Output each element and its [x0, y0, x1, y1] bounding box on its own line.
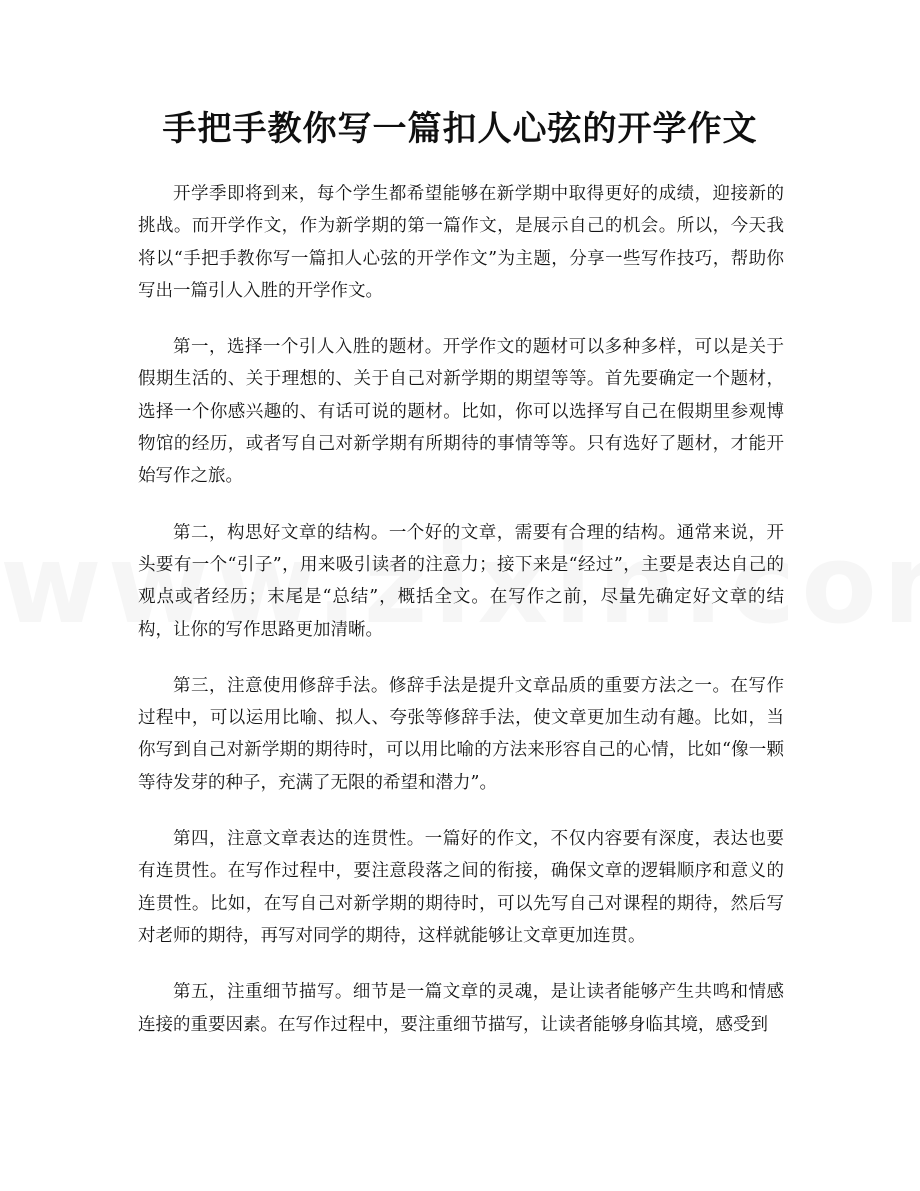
paragraph-point-5: 第五，注重细节描写。细节是一篇文章的灵魂，是让读者能够产生共鸣和情感连接的重要因素。在写作过程中，要注重细节描写，让读者能够身临其境，感受到 — [138, 982, 784, 1035]
paragraph-point-2: 第二，构思好文章的结构。一个好的文章，需要有合理的结构。通常来说，开头要有一个“引子”，用来吸引读者的注意力；接下来是“经过”，主要是表达自己的观点或者经历；末尾是“总结”，概括全文。在写作之前，尽量先确定好文章的结构，让你的写作思路更加清晰。 — [138, 522, 784, 640]
paragraph-point-4: 第四，注意文章表达的连贯性。一篇好的作文，不仅内容要有深度，表达也要有连贯性。在写作过程中，要注意段落之间的衔接，确保文章的逻辑顺序和意义的连贯性。比如，在写自己对新学期的期待时，可以先写自己对课程的期待，然后写对老师的期待，再写对同学的期待，这样就能够让文章更加连贯。 — [138, 829, 784, 946]
document-title: 手把手教你写一篇扣人心弦的开学作文 — [162, 109, 758, 149]
paragraph-point-3: 第三，注意使用修辞手法。修辞手法是提升文章品质的重要方法之一。在写作过程中，可以运用比喻、拟人、夸张等修辞手法，使文章更加生动有趣。比如，当你写到自己对新学期的期待时，可以用比喻的方法来形容自己的心情，比如“像一颗等待发芽的种子，充满了无限的希望和潜力”。 — [138, 675, 784, 793]
paragraph-point-1: 第一，选择一个引人入胜的题材。开学作文的题材可以多种多样，可以是关于假期生活的、关于理想的、关于自己对新学期的期望等等。首先要确定一个题材，选择一个你感兴趣的、有话可说的题材。比如，你可以选择写自己在假期里参观博物馆的经历，或者写自己对新学期有所期待的事情等等。只有选好了题材，才能开始写作之旅。 — [138, 337, 784, 487]
paragraph-intro: 开学季即将到来，每个学生都希望能够在新学期中取得更好的成绩，迎接新的挑战。而开学作文，作为新学期的第一篇作文，是展示自己的机会。所以，今天我将以“手把手教你写一篇扣人心弦的开学作文”为主题，分享一些写作技巧，帮助你写出一篇引人入胜的开学作文。 — [138, 184, 784, 301]
document-body — [138, 178, 784, 1065]
